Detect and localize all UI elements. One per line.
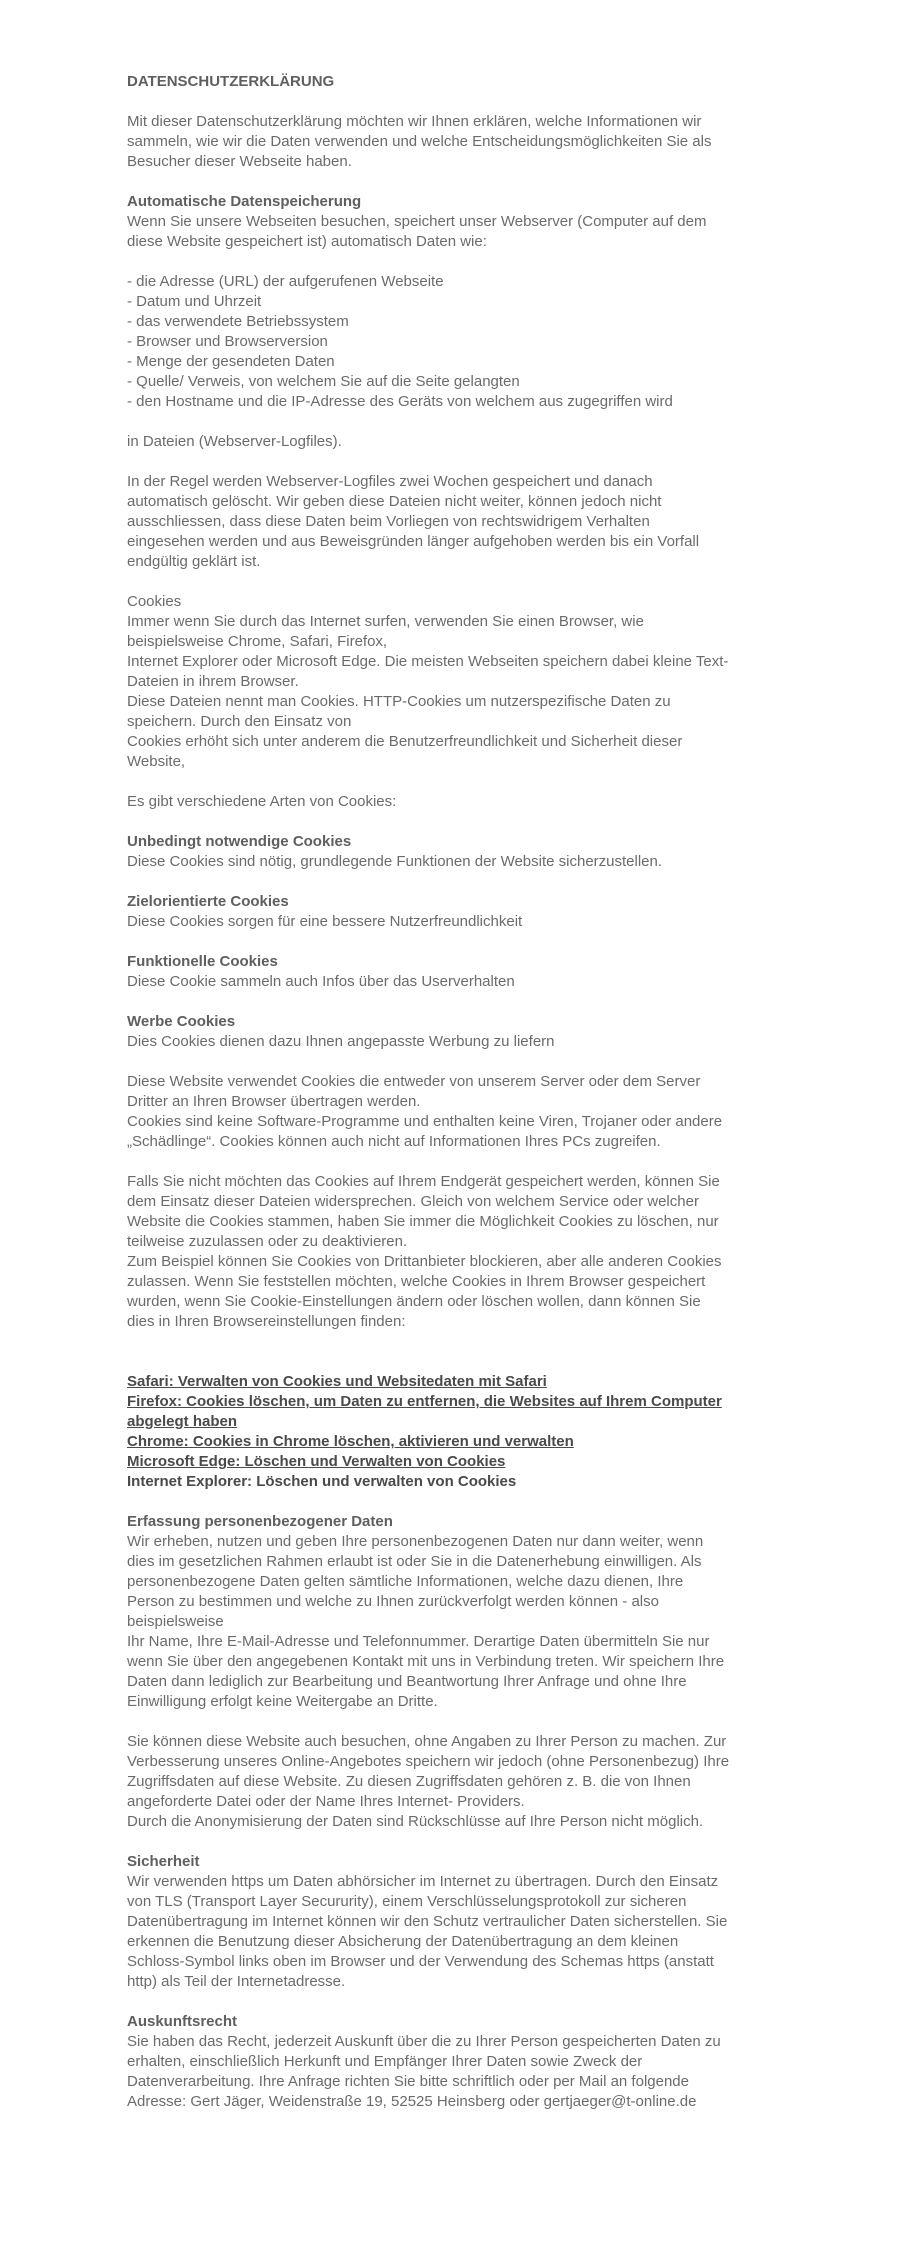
text-line: dies in Ihren Browsereinstellungen finden:	[127, 1313, 406, 1330]
text-line: Zum Beispiel können Sie Cookies von Drittanbieter blockieren, aber alle anderen Cookies	[127, 1253, 722, 1270]
intro-paragraph	[127, 112, 807, 172]
text-line: Falls Sie nicht möchten das Cookies auf Ihrem Endgerät gespeichert werden, können Sie	[127, 1173, 720, 1190]
text-line: erhalten, einschließlich Herkunft und Empfänger Ihrer Daten sowie Zweck der	[127, 2053, 643, 2070]
text-line: Verbesserung unseres Online-Angebotes speichern wir jedoch (ohne Personenbezug) Ihre	[127, 1753, 730, 1770]
text-line: Schloss-Symbol links oben im Browser und der Verwendung des Schemas https (anstatt	[127, 1953, 714, 1970]
text-line: http) als Teil der Internetadresse.	[127, 1973, 346, 1990]
firefox-cookies-link[interactable]: Firefox: Cookies löschen, um Daten zu entfernen, die Websites auf Ihrem Computer	[127, 1393, 722, 1410]
text-line: In der Regel werden Webserver-Logfiles zwei Wochen gespeichert und danach	[127, 473, 653, 490]
page-title: DATENSCHUTZERKLÄRUNG	[127, 73, 335, 90]
section-auto-storage	[127, 192, 807, 572]
text-line: personenbezogene Daten gelten sämtliche Informationen, welche dazu dienen, Ihre	[127, 1573, 684, 1590]
text-line: Person zu bestimmen und welche zu Ihnen zurückverfolgt werden können - also	[127, 1593, 659, 1610]
text-line: „Schädlinge“. Cookies können auch nicht auf Informationen Ihres PCs zugreifen.	[127, 1133, 661, 1150]
text-line: Durch die Anonymisierung der Daten sind Rückschlüsse auf Ihre Person nicht möglich.	[127, 1813, 704, 1830]
text-line: Sie können diese Website auch besuchen, ohne Angaben zu Ihrer Person zu machen. Zur	[127, 1733, 727, 1750]
text-line: in Dateien (Webserver-Logfiles).	[127, 433, 342, 450]
text-line: Cookies erhöht sich unter anderem die Benutzerfreundlichkeit und Sicherheit dieser	[127, 733, 683, 750]
text-line: wenn Sie über den angegebenen Kontakt mit uns in Verbindung treten. Wir speichern Ihre	[127, 1653, 725, 1670]
text-line: zulassen. Wenn Sie feststellen möchten, welche Cookies in Ihrem Browser gespeichert	[127, 1273, 706, 1290]
firefox-cookies-link-cont[interactable]: abgelegt haben	[127, 1413, 238, 1430]
section-cookies	[127, 592, 807, 1492]
text-line: von TLS (Transport Layer Secururity), einem Verschlüsselungsprotokoll zur sicheren	[127, 1893, 687, 1910]
section-heading: Erfassung personenbezogener Daten	[127, 1513, 393, 1530]
text-line: wurden, wenn Sie Cookie-Einstellungen ändern oder löschen wollen, dann können Sie	[127, 1293, 701, 1310]
text-line: Daten dann lediglich zur Bearbeitung und Beantwortung Ihrer Anfrage und ohne Ihre	[127, 1673, 687, 1690]
cookie-type-text: Diese Cookies sind nötig, grundlegende Funktionen der Website sicherzustellen.	[127, 853, 663, 870]
text-line: diese Website gespeichert ist) automatisch Daten wie:	[127, 233, 487, 250]
data-list	[127, 272, 807, 412]
chrome-cookies-link[interactable]: Chrome: Cookies in Chrome löschen, aktivieren und verwalten	[127, 1433, 574, 1450]
text-line: teilweise zuzulassen oder zu deaktivieren.	[127, 1233, 408, 1250]
text-line: Es gibt verschiedene Arten von Cookies:	[127, 793, 397, 810]
section-heading: Automatische Datenspeicherung	[127, 193, 362, 210]
text-line: Cookies sind keine Software-Programme und enthalten keine Viren, Trojaner oder andere	[127, 1113, 723, 1130]
text-line: Ihr Name, Ihre E-Mail-Adresse und Telefonnummer. Derartige Daten übermitteln Sie nur	[127, 1633, 710, 1650]
text-line: Zugriffsdaten auf diese Website. Zu diesen Zugriffsdaten gehören z. B. die von Ihnen	[127, 1773, 691, 1790]
text-line: Website die Cookies stammen, haben Sie immer die Möglichkeit Cookies zu löschen, nur	[127, 1213, 719, 1230]
cookie-type-heading: Funktionelle Cookies	[127, 953, 278, 970]
text-line: Wir verwenden https um Daten abhörsicher im Internet zu übertragen. Durch den Einsatz	[127, 1873, 719, 1890]
cookie-type-text: Dies Cookies dienen dazu Ihnen angepasste Werbung zu liefern	[127, 1033, 555, 1050]
section-security	[127, 1852, 807, 1992]
text-line: Immer wenn Sie durch das Internet surfen, verwenden Sie einen Browser, wie	[127, 613, 644, 630]
section-heading: Sicherheit	[127, 1853, 200, 1870]
list-item: - Quelle/ Verweis, von welchem Sie auf die Seite gelangten	[127, 373, 520, 390]
cookie-type-heading: Werbe Cookies	[127, 1013, 236, 1030]
text-line: Mit dieser Datenschutzerklärung möchten wir Ihnen erklären, welche Informationen wir	[127, 113, 702, 130]
text-line: Sie haben das Recht, jederzeit Auskunft über die zu Ihrer Person gespeicherten Daten zu	[127, 2033, 721, 2050]
ie-cookies-text: Internet Explorer: Löschen und verwalten von Cookies	[127, 1473, 517, 1490]
text-line: Datenverarbeitung. Ihre Anfrage richten Sie bitte schriftlich oder per Mail an folgende	[127, 2073, 689, 2090]
text-line: Diese Website verwendet Cookies die entweder von unserem Server oder dem Server	[127, 1073, 701, 1090]
text-line: Wenn Sie unsere Webseiten besuchen, speichert unser Webserver (Computer auf dem	[127, 213, 707, 230]
edge-cookies-link[interactable]: Microsoft Edge: Löschen und Verwalten von Cookies	[127, 1453, 506, 1470]
list-item: - Menge der gesendeten Daten	[127, 353, 335, 370]
text-line: Einwilligung erfolgt keine Weitergabe an Dritte.	[127, 1693, 438, 1710]
text-line: dies im gesetzlichen Rahmen erlaubt ist oder Sie in die Datenerhebung einwilligen. Als	[127, 1553, 702, 1570]
privacy-document	[127, 72, 807, 2112]
text-line: Wir erheben, nutzen und geben Ihre personenbezogenen Daten nur dann weiter, wenn	[127, 1533, 704, 1550]
browser-links	[127, 1372, 807, 1492]
section-heading: Auskunftsrecht	[127, 2013, 238, 2030]
text-line: Datenübertragung im Internet können wir den Schutz vertraulicher Daten sicherstellen. Sie	[127, 1913, 728, 1930]
text-line: erkennen die Benutzung dieser Absicherung der Datenübertragung an dem kleinen	[127, 1933, 679, 1950]
section-heading: Cookies	[127, 593, 182, 610]
text-line: Adresse: Gert Jäger, Weidenstraße 19, 52525 Heinsberg oder gertjaeger@t-online.de	[127, 2093, 697, 2110]
section-info-right	[127, 2012, 807, 2112]
text-line: Dritter an Ihren Browser übertragen werden.	[127, 1093, 421, 1110]
text-line: Website,	[127, 753, 186, 770]
section-personal-data	[127, 1512, 807, 1832]
text-line: eingesehen werden und aus Beweisgründen länger aufgehoben werden bis ein Vorfall	[127, 533, 700, 550]
text-line: Dateien in ihrem Browser.	[127, 673, 299, 690]
text-line: angeforderte Datei oder der Name Ihres Internet- Providers.	[127, 1793, 525, 1810]
safari-cookies-link[interactable]: Safari: Verwalten von Cookies und Websitedaten mit Safari	[127, 1373, 547, 1390]
text-line: speichern. Durch den Einsatz von	[127, 713, 352, 730]
text-line: beispielsweise	[127, 1613, 224, 1630]
list-item: - Browser und Browserversion	[127, 333, 328, 350]
text-line: Diese Dateien nennt man Cookies. HTTP-Cookies um nutzerspezifische Daten zu	[127, 693, 671, 710]
list-item: - das verwendete Betriebssystem	[127, 313, 349, 330]
list-item: - den Hostname und die IP-Adresse des Geräts von welchem aus zugegriffen wird	[127, 393, 673, 410]
cookie-type-text: Diese Cookie sammeln auch Infos über das Userverhalten	[127, 973, 515, 990]
cookie-type-text: Diese Cookies sorgen für eine bessere Nutzerfreundlichkeit	[127, 913, 523, 930]
text-line: automatisch gelöscht. Wir geben diese Dateien nicht weiter, können jedoch nicht	[127, 493, 662, 510]
text-line: ausschliessen, dass diese Daten beim Vorliegen von rechtswidrigem Verhalten	[127, 513, 650, 530]
list-item: - Datum und Uhrzeit	[127, 293, 262, 310]
text-line: beispielsweise Chrome, Safari, Firefox,	[127, 633, 388, 650]
text-line: Besucher dieser Webseite haben.	[127, 153, 352, 170]
cookie-type-heading: Zielorientierte Cookies	[127, 893, 289, 910]
text-line: Internet Explorer oder Microsoft Edge. Die meisten Webseiten speichern dabei kleine Text-	[127, 653, 729, 670]
text-line: sammeln, wie wir die Daten verwenden und welche Entscheidungsmöglichkeiten Sie als	[127, 133, 712, 150]
cookie-type-heading: Unbedingt notwendige Cookies	[127, 833, 352, 850]
text-line: endgültig geklärt ist.	[127, 553, 261, 570]
list-item: - die Adresse (URL) der aufgerufenen Webseite	[127, 273, 444, 290]
text-line: dem Einsatz dieser Dateien widersprechen. Gleich von welchem Service oder welcher	[127, 1193, 699, 1210]
